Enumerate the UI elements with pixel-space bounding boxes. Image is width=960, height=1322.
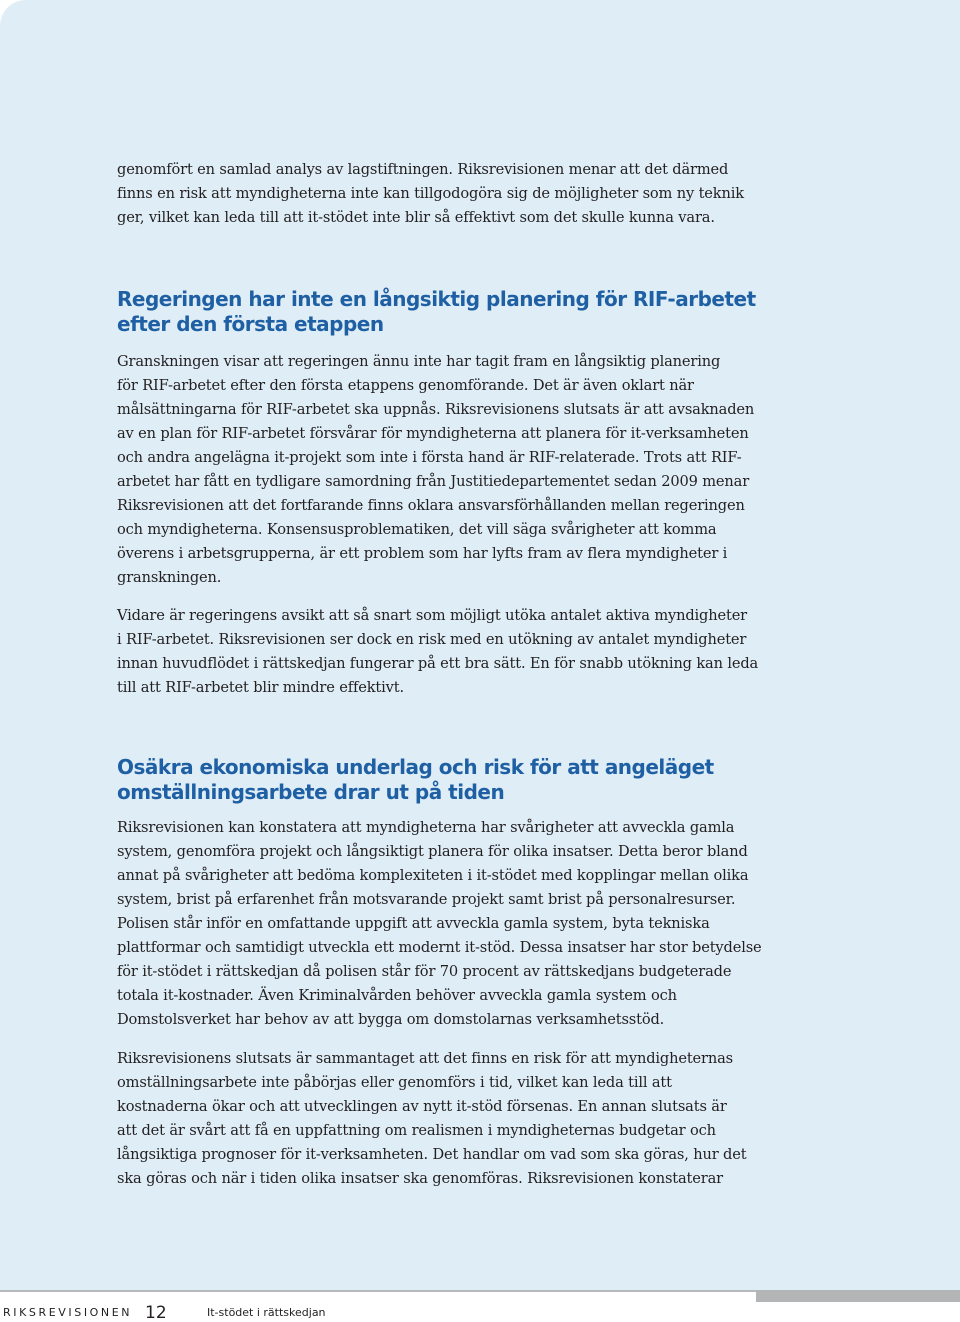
page-number: 12 bbox=[145, 1303, 167, 1322]
text-line: finns en risk att myndigheterna inte kan tillgodogöra sig de möjligheter som ny teknik bbox=[117, 185, 744, 202]
text-line: genomfört en samlad analys av lagstiftningen. Riksrevisionen menar att det därmed bbox=[117, 161, 729, 178]
intro-paragraph bbox=[117, 158, 757, 230]
heading-line: Regeringen har inte en långsiktig planering för RIF-arbetet bbox=[117, 287, 756, 311]
text-line: och myndigheterna. Konsensusproblematiken, det vill säga svårigheter att komma bbox=[117, 521, 717, 538]
text-line: Riksrevisionen kan konstatera att myndigheterna har svårigheter att avveckla gamla bbox=[117, 819, 735, 836]
footer-document-title: It-stödet i rättskedjan bbox=[207, 1306, 326, 1319]
section-heading-planning bbox=[117, 287, 757, 337]
text-line: Domstolsverket har behov av att bygga om domstolarnas verksamhetsstöd. bbox=[117, 1011, 665, 1028]
text-line: Granskningen visar att regeringen ännu inte har tagit fram en långsiktig planering bbox=[117, 353, 721, 370]
heading-line: efter den första etappen bbox=[117, 312, 384, 336]
text-line: Riksrevisionen att det fortfarande finns oklara ansvarsförhållanden mellan regeringen bbox=[117, 497, 745, 514]
text-line: Riksrevisionens slutsats är sammantaget att det finns en risk för att myndigheternas bbox=[117, 1050, 733, 1067]
section1-paragraph-2 bbox=[117, 604, 757, 700]
text-line: ska göras och när i tiden olika insatser ska genomföras. Riksrevisionen konstaterar bbox=[117, 1170, 723, 1187]
text-line: kostnaderna ökar och att utvecklingen av nytt it-stöd försenas. En annan slutsats är bbox=[117, 1098, 727, 1115]
text-line: arbetet har fått en tydligare samordning från Justitiedepartementet sedan 2009 menar bbox=[117, 473, 750, 490]
text-line: totala it-kostnader. Även Kriminalvården behöver avveckla gamla system och bbox=[117, 987, 677, 1004]
section-heading-economics bbox=[117, 755, 757, 805]
text-line: för RIF-arbetet efter den första etappens genomförande. Det är även oklart när bbox=[117, 377, 694, 394]
page-footer bbox=[0, 1290, 960, 1322]
text-line: målsättningarna för RIF-arbetet ska uppnås. Riksrevisionens slutsats är att avsaknaden bbox=[117, 401, 755, 418]
footer-divider bbox=[0, 1290, 756, 1292]
text-line: och andra angelägna it-projekt som inte i första hand är RIF-relaterade. Trots att RIF- bbox=[117, 449, 742, 466]
text-line: Vidare är regeringens avsikt att så snart som möjligt utöka antalet aktiva myndigheter bbox=[117, 607, 748, 624]
text-line: omställningsarbete inte påbörjas eller genomförs i tid, vilket kan leda till att bbox=[117, 1074, 672, 1091]
text-line: att det är svårt att få en uppfattning om realismen i myndigheternas budgetar och bbox=[117, 1122, 716, 1139]
text-line: i RIF-arbetet. Riksrevisionen ser dock en risk med en utökning av antalet myndigheter bbox=[117, 631, 747, 648]
text-line: system, brist på erfarenhet från motsvarande projekt samt brist på personalresurser. bbox=[117, 891, 736, 908]
section2-paragraph-2 bbox=[117, 1047, 757, 1191]
text-line: till att RIF-arbetet blir mindre effektivt. bbox=[117, 679, 404, 696]
section2-paragraph-1 bbox=[117, 816, 762, 1032]
text-line: Polisen står inför en omfattande uppgift att avveckla gamla system, byta tekniska bbox=[117, 915, 710, 932]
text-line: annat på svårigheter att bedöma komplexiteten i it-stödet med kopplingar mellan olika bbox=[117, 867, 749, 884]
footer-accent-bar bbox=[756, 1290, 960, 1302]
text-line: för it-stödet i rättskedjan då polisen står för 70 procent av rättskedjans budgeterade bbox=[117, 963, 732, 980]
section1-paragraph-1 bbox=[117, 350, 757, 590]
text-line: ger, vilket kan leda till att it-stödet inte blir så effektivt som det skulle kunna vara. bbox=[117, 209, 715, 226]
text-line: system, genomföra projekt och långsiktigt planera för olika insatser. Detta beror bland bbox=[117, 843, 748, 860]
heading-line: Osäkra ekonomiska underlag och risk för att angeläget bbox=[117, 755, 714, 779]
page-content bbox=[117, 158, 762, 1191]
text-line: långsiktiga prognoser för it-verksamheten. Det handlar om vad som ska göras, hur det bbox=[117, 1146, 747, 1163]
text-line: av en plan för RIF-arbetet försvårar för myndigheterna att planera för it-verksamheten bbox=[117, 425, 749, 442]
heading-line: omställningsarbete drar ut på tiden bbox=[117, 780, 505, 804]
text-line: överens i arbetsgrupperna, är ett problem som har lyfts fram av flera myndigheter i bbox=[117, 545, 728, 562]
text-line: granskningen. bbox=[117, 569, 222, 586]
text-line: plattformar och samtidigt utveckla ett modernt it-stöd. Dessa insatser har stor betydelse bbox=[117, 939, 762, 956]
text-line: innan huvudflödet i rättskedjan fungerar på ett bra sätt. En för snabb utökning kan leda bbox=[117, 655, 759, 672]
footer-brand: RIKSREVISIONEN bbox=[3, 1306, 133, 1319]
